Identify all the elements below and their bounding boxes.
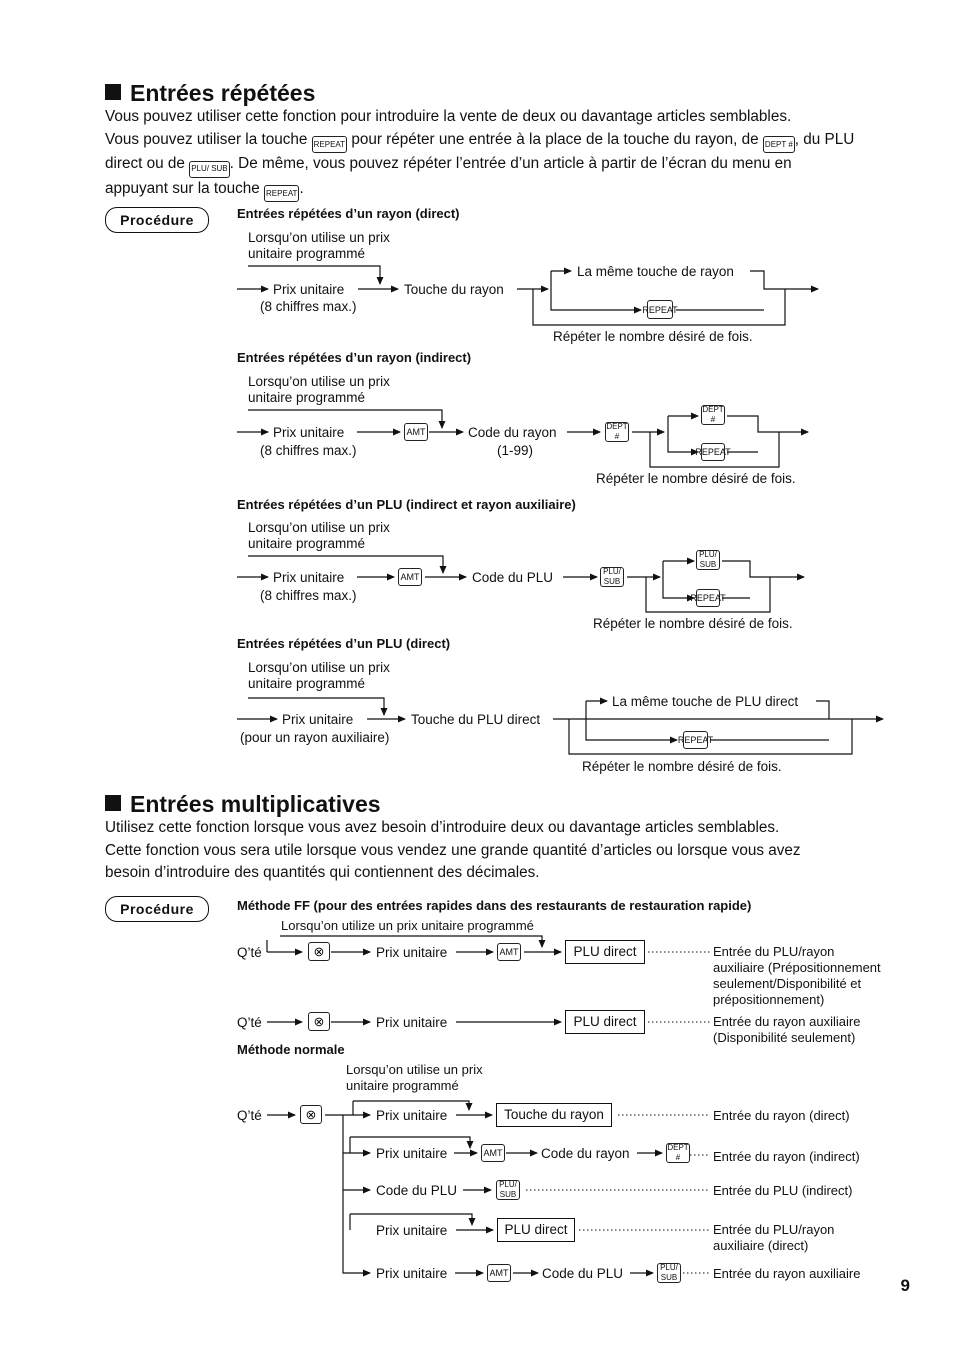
repeat-key-icon: REPEAT <box>264 185 299 202</box>
normal-result-2: Entrée du rayon (indirect) <box>713 1149 860 1164</box>
unit-price-label: Prix unitaire <box>376 1015 448 1030</box>
unit-price-label: Prix unitaire <box>282 712 354 727</box>
ff-result-2: Entrée du rayon auxiliaire (Disponibilité seulement) <box>713 1014 861 1045</box>
repeat-key-icon: REPEAT <box>647 300 673 319</box>
ff-prog-note: Lorsqu’on utilize un prix unitaire programmé <box>281 918 534 933</box>
ff-method-title: Méthode FF (pour des entrées rapides dans des restaurants de restauration rapide) <box>237 898 752 913</box>
amt-key-icon: AMT <box>404 423 428 441</box>
diagram-title-plu-indirect: Entrées répétées d’un PLU (indirect et rayon auxiliaire) <box>237 497 576 512</box>
dept-key-box: Touche du rayon <box>496 1103 612 1127</box>
prog-price-note: Lorsqu’on utilise un prix unitaire programmé <box>248 660 390 691</box>
plu-direct-box: PLU direct <box>565 1010 645 1034</box>
dept-range-label: (1-99) <box>497 443 534 458</box>
qty-label: Q’té <box>237 1108 262 1123</box>
dept-key-icon: DEPT # <box>667 1143 689 1162</box>
plu-code-label: Code du PLU <box>376 1183 458 1198</box>
aux-dept-label: (pour un rayon auxiliaire) <box>240 730 390 745</box>
plu-direct-key-label: Touche du PLU direct <box>411 712 541 727</box>
multiply-key-icon: ⊗ <box>308 1012 330 1031</box>
dept-code-label: Code du rayon <box>541 1146 630 1161</box>
unit-price-label: Prix unitaire <box>376 1223 448 1238</box>
unit-price-label: Prix unitaire <box>376 1266 448 1281</box>
section-title-multiplication: Entrées multiplicatives <box>105 791 381 818</box>
prog-price-note: Lorsqu’on utilise un prix unitaire programmé <box>248 520 390 551</box>
repeat-times-label: Répéter le nombre désiré de fois. <box>596 471 796 486</box>
unit-price-label: Prix unitaire <box>376 945 448 960</box>
max-digits-label: (8 chiffres max.) <box>260 299 357 314</box>
plu-sub-key-icon: PLU/ SUB <box>600 567 624 587</box>
unit-price-label: Prix unitaire <box>376 1108 448 1123</box>
diagram-title-dept-indirect: Entrées répétées d’un rayon (indirect) <box>237 350 472 365</box>
amt-key-icon: AMT <box>481 1144 505 1162</box>
amt-key-icon: AMT <box>398 568 422 586</box>
dept-key-label: Touche du rayon <box>404 282 504 297</box>
plu-direct-box: PLU direct <box>565 940 645 964</box>
qty-label: Q’té <box>237 945 262 960</box>
same-dept-key-label: La même touche de rayon <box>577 264 734 279</box>
bullet-square-icon <box>105 84 121 100</box>
diagram-title-plu-direct: Entrées répétées d’un PLU (direct) <box>237 636 451 651</box>
multiply-key-icon: ⊗ <box>300 1105 322 1124</box>
intro-paragraph-multiplication: Utilisez cette fonction lorsque vous avez besoin d’introduire deux ou davantage articles semblables. Cette fonction vous sera utile lorsque vous vendez une grande quantité d’articles ou lorsque vous avez besoin d’introduire des quantités qui contiennent des décimales. <box>105 819 801 881</box>
repeat-key-icon: REPEAT <box>312 136 347 153</box>
dept-key-icon: DEPT # <box>606 422 628 441</box>
intro-paragraph-repeat: Vous pouvez utiliser cette fonction pour introduire la vente de deux ou davantage articles semblables. Vous pouvez utiliser la touche REPEAT pour répéter une entrée à la place de la touche du rayon, de DEPT # , du PLU direct ou de PLU/ SUB . De même, vous pouvez répéter l’entrée d’un article à partir de l’écran du menu en appuyant sur la touche REPEAT . <box>105 106 905 202</box>
diagram-title-dept-direct: Entrées répétées d’un rayon (direct) <box>237 206 460 221</box>
amt-key-icon: AMT <box>487 1264 511 1282</box>
repeat-key-icon: REPEAT <box>683 731 708 749</box>
plu-sub-key-icon: PLU/ SUB <box>189 161 229 178</box>
section-title-repeat: Entrées répétées <box>105 80 315 107</box>
dept-key-icon: DEPT # <box>763 136 795 153</box>
dept-key-icon: DEPT # <box>702 405 724 424</box>
normal-method-title: Méthode normale <box>237 1042 345 1057</box>
repeat-key-icon: REPEAT <box>696 589 720 607</box>
plu-sub-key-icon: PLU/ SUB <box>696 550 720 570</box>
max-digits-label: (8 chiffres max.) <box>260 588 357 603</box>
normal-result-5: Entrée du rayon auxiliaire <box>713 1266 861 1281</box>
plu-sub-key-icon: PLU/ SUB <box>496 1180 520 1200</box>
ff-result-1: Entrée du PLU/rayon auxiliaire (Prépositionnement seulement/Disponibilité et prépositionnement) <box>713 944 881 1007</box>
plu-sub-key-icon: PLU/ SUB <box>657 1263 681 1283</box>
dept-code-label: Code du rayon <box>468 425 557 440</box>
unit-price-label: Prix unitaire <box>376 1146 448 1161</box>
unit-price-label: Prix unitaire <box>273 425 345 440</box>
plu-direct-box: PLU direct <box>497 1218 575 1242</box>
amt-key-icon: AMT <box>497 943 521 961</box>
repeat-times-label: Répéter le nombre désiré de fois. <box>553 329 753 344</box>
repeat-times-label: Répéter le nombre désiré de fois. <box>582 759 782 774</box>
bullet-square-icon <box>105 795 121 811</box>
normal-result-4: Entrée du PLU/rayon auxiliaire (direct) <box>713 1222 835 1253</box>
page-number: 9 <box>900 1276 910 1295</box>
same-plu-key-label: La même touche de PLU direct <box>612 694 799 709</box>
unit-price-label: Prix unitaire <box>273 570 345 585</box>
max-digits-label: (8 chiffres max.) <box>260 443 357 458</box>
procedure-badge: Procédure <box>105 207 209 233</box>
prog-price-note: Lorsqu’on utilise un prix unitaire programmé <box>346 1062 483 1093</box>
repeat-key-icon: REPEAT <box>701 443 725 461</box>
normal-result-3: Entrée du PLU (indirect) <box>713 1183 853 1198</box>
normal-result-1: Entrée du rayon (direct) <box>713 1108 850 1123</box>
prog-price-note: Lorsqu’on utilise un prix unitaire programmé <box>248 230 390 261</box>
qty-label: Q’té <box>237 1015 262 1030</box>
repeat-times-label: Répéter le nombre désiré de fois. <box>593 616 793 631</box>
multiply-key-icon: ⊗ <box>308 942 330 961</box>
plu-code-label: Code du PLU <box>472 570 554 585</box>
prog-price-note: Lorsqu’on utilise un prix unitaire programmé <box>248 374 390 405</box>
plu-code-label: Code du PLU <box>542 1266 624 1281</box>
procedure-badge: Procédure <box>105 896 209 922</box>
unit-price-label: Prix unitaire <box>273 282 345 297</box>
